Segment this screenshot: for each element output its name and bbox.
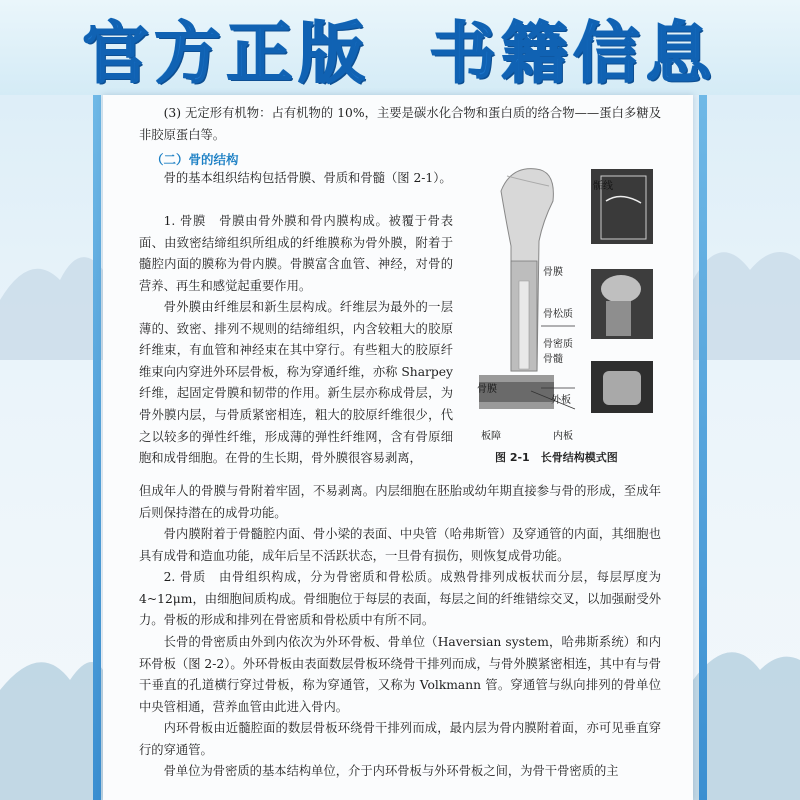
paragraph-outer-periosteum: 骨外膜由纤维层和新生层构成。纤维层为最外的一层薄的、致密、排列不规则的结缔组织，内含较粗大的胶原纤维束，有血管和神经束在其中穿行。有些粗大的胶原纤维束向内穿进外环层骨板，称为穿通纤维，亦称 Sharpey 纤维，起固定骨膜和韧带的作用。新生层亦称成骨层，为骨外膜内层，与骨质紧密相连，粗大的胶原纤维很少，代之以较多的弹性纤维，形成薄的弹性纤维网，含有骨原细胞和成骨细胞。在骨的生长期，骨外膜很容易剥离， [139, 300, 453, 466]
paragraph-endosteum: 骨内膜附着于骨髓腔内面、骨小梁的表面、中央管（哈弗斯管）及穿通管的内面，其细胞也具有成骨和造血功能，成年后呈不活跃状态，一旦骨有损伤，则恢复成骨功能。 [139, 527, 661, 563]
section-heading: （二）骨的结构 [151, 152, 239, 167]
label-compact-bone: 骨密质 [543, 339, 573, 350]
label-spongy-bone: 骨松质 [543, 309, 573, 320]
label-bone-slice: 骨膜 [477, 384, 497, 395]
paragraph-bone-structure-intro: 骨的基本组织结构包括骨膜、骨质和骨髓（图 2-1）。 [163, 171, 452, 185]
label-bone-marrow: 骨髓 [543, 354, 563, 365]
label-periosteum: 骨膜 [543, 267, 563, 278]
label-epiphyseal-line: 骺线 [593, 181, 613, 192]
paragraph-amorphous-organic: (3) 无定形有机物：占有机物的 10%，主要是碳水化合物和蛋白质的络合物——蛋白多糖及非胶原蛋白等。 [139, 106, 661, 142]
banner [0, 0, 800, 95]
paragraph-osteon: 骨单位为骨密质的基本结构单位，介于内环骨板与外环骨板之间，为骨干骨密质的主 [163, 764, 619, 778]
label-outer-lamella: 外板 [551, 395, 571, 406]
long-bone-figure [471, 161, 679, 461]
paragraph-inner-lamella: 内环骨板由近髓腔面的数层骨板环绕骨干排列而成，最内层为骨内膜附着面，亦可见垂直穿行的穿通管。 [139, 721, 661, 757]
figure-caption: 图 2-1 长骨结构模式图 [495, 451, 618, 464]
right-accent-bar [699, 95, 707, 800]
paragraph-periosteum: 1. 骨膜 骨膜由骨外膜和骨内膜构成。被覆于骨表面、由致密结缔组织所组成的纤维膜称为骨外膜，附着于髓腔内面的膜称为骨内膜。骨膜富含血管、神经，对骨的营养、再生和感觉起重要作用。 [139, 214, 453, 293]
label-diploe: 板障 [481, 431, 501, 442]
paragraph-bone-substance: 2. 骨质 由骨组织构成，分为骨密质和骨松质。成熟骨排列成板状而分层，每层厚度为 4~12μm，由细胞间质构成。骨细胞位于每层的表面，每层之间的纤维错综交叉，以加强耐受外力。骨板的形成和排列在骨密质和骨松质中有所不同。 [139, 570, 661, 628]
left-accent-bar [93, 95, 101, 800]
banner-title: 官方正版 书籍信息 [82, 15, 718, 92]
paragraph-outer-periosteum-cont: 但成年人的骨膜与骨附着牢固，不易剥离。内层细胞在胚胎或幼年期直接参与骨的形成，至成年后则保持潜在的成骨功能。 [139, 484, 661, 520]
label-inner-lamella: 内板 [553, 431, 573, 442]
paragraph-compact-bone: 长骨的骨密质由外到内依次为外环骨板、骨单位（Haversian system，哈弗斯系统）和内环骨板（图 2-2）。外环骨板由表面数层骨板环绕骨干排列而成，与骨外膜紧密相连，其中有与骨干垂直的孔道横行穿过骨板，称为穿通管，又称为 Volkmann 管。穿通管与纵向排列的骨单位中央管相通，营养血管由此进入骨内。 [139, 635, 661, 714]
book-page [103, 95, 693, 800]
